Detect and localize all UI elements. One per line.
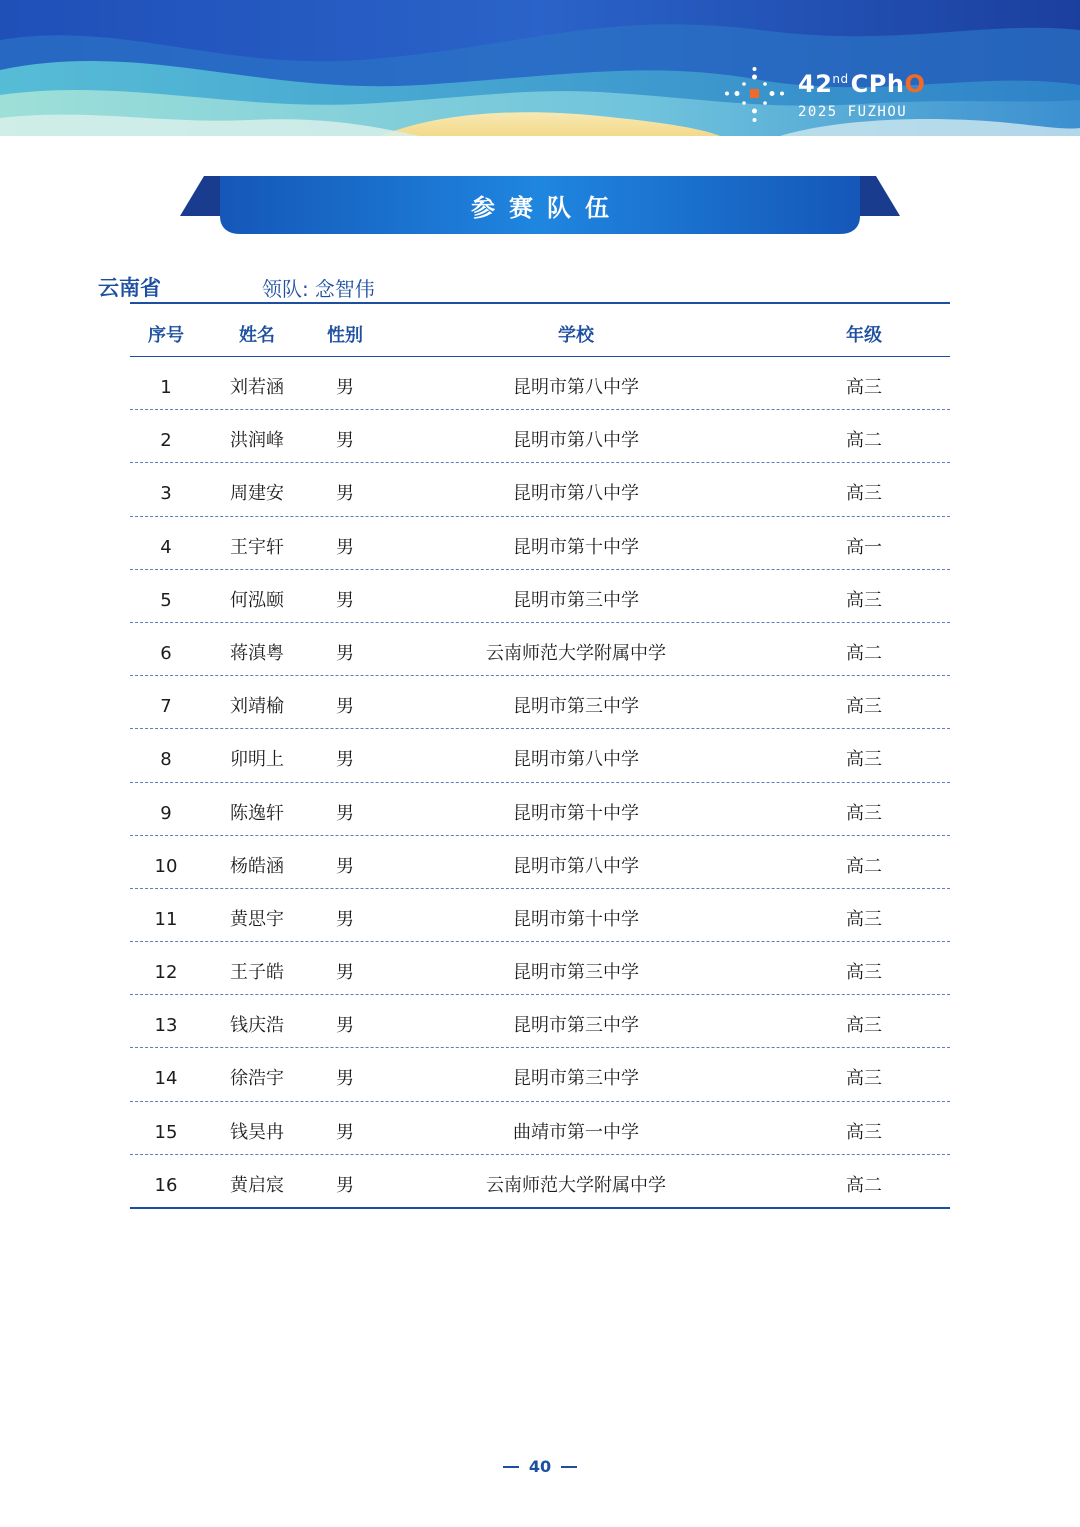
- student-grade: 高二: [846, 855, 882, 877]
- student-grade: 高三: [846, 1121, 882, 1143]
- table-row: [130, 1102, 950, 1155]
- table-row: [130, 357, 950, 410]
- header-gender: 性别: [327, 325, 363, 346]
- student-name: 刘靖榆: [230, 696, 284, 718]
- student-grade: 高三: [846, 589, 882, 611]
- student-grade: 高三: [846, 908, 882, 930]
- roster-table: [130, 304, 950, 1209]
- header-banner: [0, 0, 1080, 136]
- student-grade: 高三: [846, 802, 882, 824]
- table-row: [130, 889, 950, 942]
- student-grade: 高三: [846, 483, 882, 505]
- table-row: [130, 1155, 950, 1209]
- table-row: [130, 1048, 950, 1101]
- student-gender: 男: [336, 1015, 354, 1037]
- student-gender: 男: [336, 908, 354, 930]
- student-name: 王子皓: [230, 962, 284, 984]
- student-school: 曲靖市第一中学: [513, 1121, 639, 1143]
- student-school: 昆明市第十中学: [513, 908, 639, 930]
- student-name: 王宇轩: [230, 536, 284, 558]
- row-number: 6: [160, 642, 172, 664]
- student-gender: 男: [336, 430, 354, 452]
- student-school: 云南师范大学附属中学: [486, 642, 666, 664]
- student-grade: 高三: [846, 1068, 882, 1090]
- section-title: 参赛队伍: [471, 194, 623, 222]
- header-name: 姓名: [239, 325, 275, 346]
- student-school: 昆明市第三中学: [513, 962, 639, 984]
- row-number: 2: [160, 430, 172, 452]
- leader-name: 念智伟: [314, 277, 375, 301]
- student-school: 云南师范大学附属中学: [486, 1174, 666, 1196]
- student-name: 钱庆浩: [230, 1015, 284, 1037]
- row-number: 9: [160, 802, 172, 824]
- province-name: 云南省: [98, 276, 161, 300]
- team-leader: [262, 273, 375, 302]
- student-name: 钱昊冉: [230, 1121, 284, 1143]
- leader-label: 领队:: [262, 277, 309, 301]
- student-school: 昆明市第十中学: [513, 536, 639, 558]
- row-number: 16: [154, 1174, 178, 1196]
- row-number: 12: [154, 962, 178, 984]
- student-name: 陈逸轩: [230, 802, 284, 824]
- student-gender: 男: [336, 749, 354, 771]
- header-school: 学校: [558, 325, 594, 346]
- student-gender: 男: [336, 642, 354, 664]
- student-gender: 男: [336, 696, 354, 718]
- logo-title: 42ndCPhO: [798, 70, 926, 98]
- student-gender: 男: [336, 1174, 354, 1196]
- student-school: 昆明市第八中学: [513, 430, 639, 452]
- student-name: 周建安: [230, 483, 284, 505]
- student-gender: 男: [336, 377, 354, 398]
- header-number: 序号: [148, 325, 184, 346]
- row-number: 15: [154, 1121, 178, 1143]
- student-name: 徐浩宇: [230, 1068, 284, 1090]
- student-gender: 男: [336, 1068, 354, 1090]
- student-school: 昆明市第八中学: [513, 749, 639, 771]
- table-row: [130, 942, 950, 995]
- table-row: [130, 570, 950, 623]
- student-grade: 高一: [846, 536, 882, 558]
- page-footer: [0, 1456, 1080, 1482]
- table-row: [130, 410, 950, 463]
- student-grade: 高二: [846, 1174, 882, 1196]
- logo-subtitle: 2025 FUZHOU: [798, 104, 908, 120]
- student-name: 卯明上: [230, 749, 284, 771]
- footer-dash-left: [503, 1466, 519, 1468]
- row-number: 7: [160, 696, 172, 718]
- table-row: [130, 995, 950, 1048]
- page-number: 40: [528, 1457, 552, 1476]
- table-row: [130, 836, 950, 889]
- student-name: 刘若涵: [230, 377, 284, 398]
- table-header: [130, 304, 950, 357]
- student-school: 昆明市第三中学: [513, 589, 639, 611]
- table-body: [130, 357, 950, 1209]
- student-school: 昆明市第三中学: [513, 696, 639, 718]
- student-school: 昆明市第八中学: [513, 483, 639, 505]
- row-number: 14: [154, 1068, 178, 1090]
- student-name: 黄思宇: [230, 908, 284, 930]
- row-number: 13: [154, 1015, 178, 1037]
- student-name: 杨皓涵: [230, 855, 284, 877]
- student-grade: 高三: [846, 749, 882, 771]
- table-row: [130, 729, 950, 782]
- table-row: [130, 517, 950, 570]
- student-gender: 男: [336, 483, 354, 505]
- row-number: 1: [160, 377, 172, 398]
- student-name: 何泓颐: [230, 589, 284, 611]
- student-grade: 高二: [846, 430, 882, 452]
- student-school: 昆明市第三中学: [513, 1068, 639, 1090]
- student-school: 昆明市第八中学: [513, 377, 639, 398]
- student-grade: 高二: [846, 642, 882, 664]
- row-number: 4: [160, 536, 172, 558]
- student-name: 蒋滇粤: [230, 642, 284, 664]
- student-gender: 男: [336, 962, 354, 984]
- student-school: 昆明市第三中学: [513, 1015, 639, 1037]
- table-row: [130, 676, 950, 729]
- student-grade: 高三: [846, 377, 882, 398]
- student-name: 黄启宸: [230, 1174, 284, 1196]
- table-row: [130, 783, 950, 836]
- student-gender: 男: [336, 536, 354, 558]
- student-gender: 男: [336, 589, 354, 611]
- student-grade: 高三: [846, 962, 882, 984]
- student-school: 昆明市第八中学: [513, 855, 639, 877]
- student-name: 洪润峰: [230, 430, 284, 452]
- cpho-emblem-icon: [722, 64, 788, 126]
- table-row: [130, 623, 950, 676]
- student-grade: 高三: [846, 696, 882, 718]
- student-grade: 高三: [846, 1015, 882, 1037]
- footer-dash-right: [561, 1466, 577, 1468]
- row-number: 8: [160, 749, 172, 771]
- student-gender: 男: [336, 802, 354, 824]
- table-row: [130, 463, 950, 516]
- row-number: 10: [154, 855, 178, 877]
- row-number: 11: [154, 908, 178, 930]
- header-grade: 年级: [846, 325, 882, 346]
- student-school: 昆明市第十中学: [513, 802, 639, 824]
- student-gender: 男: [336, 1121, 354, 1143]
- row-number: 5: [160, 589, 172, 611]
- cpho-logo: [722, 64, 942, 126]
- row-number: 3: [160, 483, 172, 505]
- student-gender: 男: [336, 855, 354, 877]
